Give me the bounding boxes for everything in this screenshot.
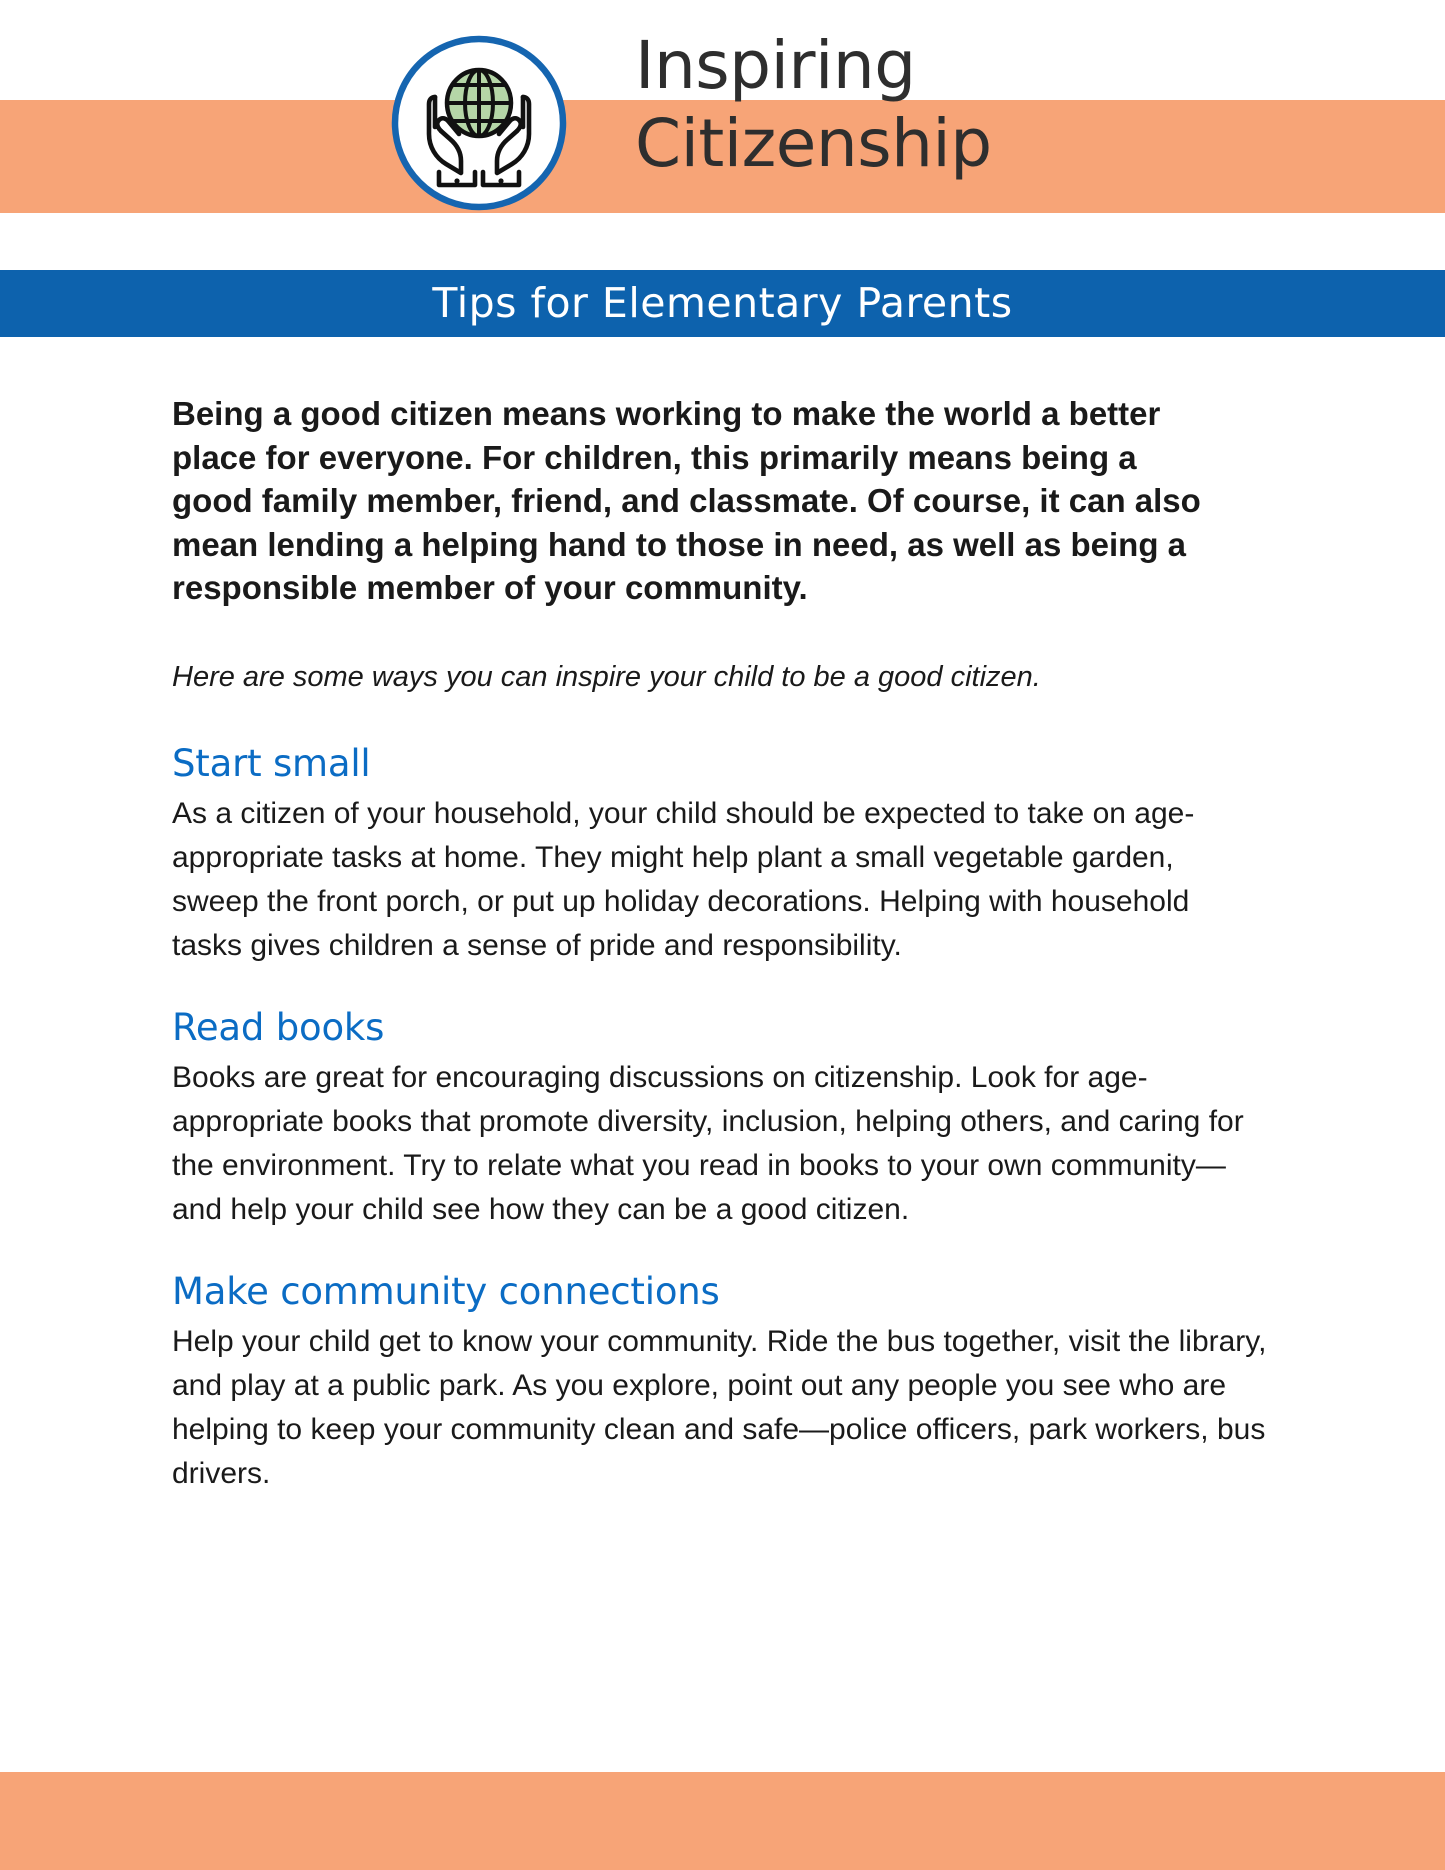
- globe-in-hands-icon: [389, 33, 569, 213]
- intro-paragraph: Being a good citizen means working to make the world a better place for everyone. For children, this primarily means being a good family member, friend, and classmate. Of course, it can also mean lending a helping hand to those in need, as well as being a responsible member of your community.: [172, 395, 1201, 606]
- main-content: [172, 392, 1272, 1496]
- page-title: [635, 27, 1375, 183]
- section-heading: Make community connections: [172, 1269, 720, 1313]
- section-heading: Read books: [172, 1005, 385, 1049]
- page-title-line-2: Citizenship: [635, 105, 992, 182]
- page-title-line-1: Inspiring: [635, 27, 916, 104]
- footer-orange-band: [0, 1772, 1445, 1870]
- section-heading: Start small: [172, 741, 371, 785]
- section-start-small: [172, 742, 1272, 968]
- page-subtitle: Tips for Elementary Parents: [432, 279, 1013, 327]
- section-body: Help your child get to know your community. Ride the bus together, visit the library, and play at a public park. As you explore, point out any people you see who are helping to keep your community clean and safe—police officers, park workers, bus drivers.: [172, 1324, 1267, 1490]
- lead-italic-line: Here are some ways you can inspire your child to be a good citizen.: [172, 660, 1041, 693]
- section-make-community-connections: [172, 1270, 1272, 1496]
- section-read-books: [172, 1006, 1272, 1232]
- section-body: As a citizen of your household, your child should be expected to take on age-appropriate tasks at home. They might help plant a small vegetable garden, sweep the front porch, or put up holiday decorations. Helping with household tasks gives children a sense of pride and responsibility.: [172, 796, 1195, 962]
- section-body: Books are great for encouraging discussions on citizenship. Look for age-appropriate books that promote diversity, inclusion, helping others, and caring for the environment. Try to relate what you read in books to your own community—and help your child see how they can be a good citizen.: [172, 1060, 1244, 1226]
- page-header: [0, 0, 1445, 327]
